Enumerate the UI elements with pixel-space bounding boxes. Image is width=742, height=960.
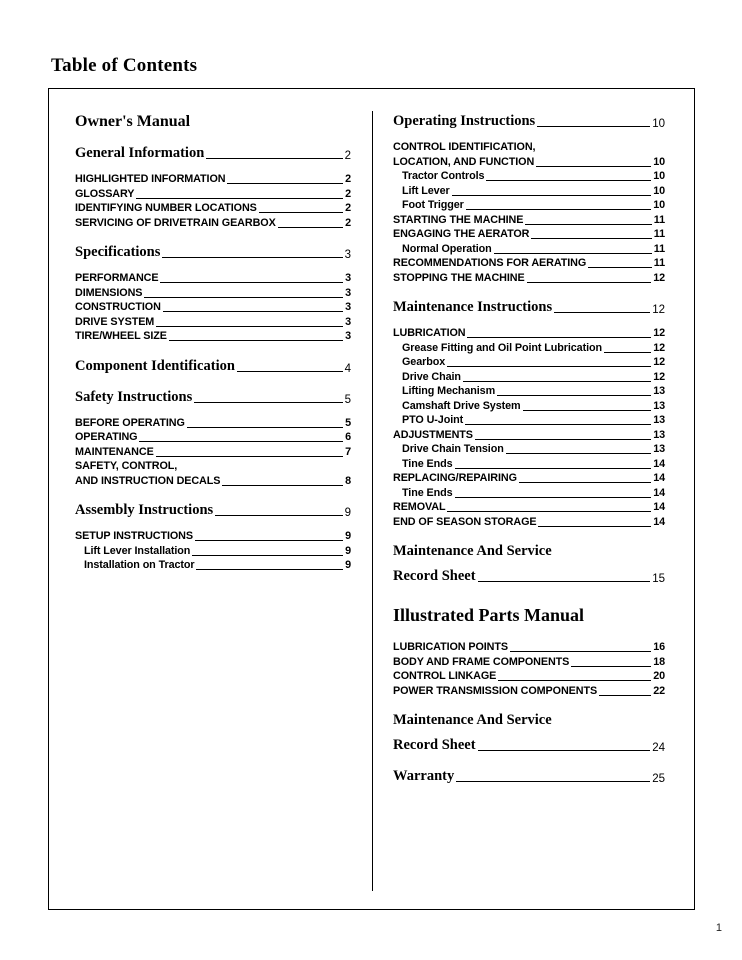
- toc-entry-label: Maintenance Instructions: [393, 299, 553, 315]
- toc-page-number: 3: [345, 286, 351, 299]
- toc-entry-item: [75, 459, 351, 488]
- toc-entry-label: RECOMMENDATIONS FOR AERATING: [393, 257, 587, 269]
- toc-page-number: 12: [653, 341, 665, 354]
- toc-page-number: 24: [652, 742, 665, 754]
- toc-page-number: 11: [653, 257, 665, 269]
- leader-line: [215, 515, 342, 516]
- toc-page-number: 5: [344, 393, 351, 406]
- toc-page-number: 11: [653, 242, 665, 255]
- leader-line: [478, 581, 651, 582]
- leader-line: [206, 158, 342, 159]
- toc-entry-item: [75, 416, 351, 431]
- leader-line: [467, 337, 651, 338]
- toc-page-number: 2: [345, 187, 351, 200]
- toc-border-box: [48, 88, 695, 910]
- leader-line: [475, 439, 651, 440]
- toc-entry-sub: [393, 169, 665, 184]
- leader-line: [531, 238, 651, 239]
- toc-entry-sub: [393, 184, 665, 199]
- leader-line: [169, 340, 343, 341]
- leader-line: [447, 366, 651, 367]
- leader-line: [227, 183, 343, 184]
- leader-line: [455, 468, 652, 469]
- toc-entry-item: [393, 655, 665, 670]
- leader-line: [192, 555, 343, 556]
- toc-entry-item: [393, 256, 665, 271]
- toc-entry-label: Tractor Controls: [402, 170, 485, 182]
- leader-line: [136, 198, 343, 199]
- leader-line: [494, 253, 652, 254]
- toc-entry-label: ADJUSTMENTS: [393, 428, 473, 441]
- toc-entry-section2: [393, 712, 665, 754]
- toc-entry-label: Lifting Mechanism: [402, 385, 496, 397]
- toc-entry-label: Operating Instructions: [393, 113, 536, 129]
- leader-line: [156, 326, 343, 327]
- leader-line: [465, 424, 651, 425]
- leader-line: [187, 427, 343, 428]
- leader-line: [599, 695, 651, 696]
- toc-entry-label: AND INSTRUCTION DECALS: [75, 474, 221, 487]
- toc-page-number: 3: [345, 330, 351, 342]
- leader-line: [519, 482, 651, 483]
- leader-line: [463, 381, 651, 382]
- leader-line: [278, 227, 343, 228]
- leader-line: [554, 312, 650, 313]
- toc-page-number: 5: [345, 416, 351, 429]
- leader-line: [160, 282, 343, 283]
- leader-line: [195, 540, 343, 541]
- toc-entry-item: [393, 213, 665, 228]
- toc-page-number: 2: [345, 202, 351, 214]
- toc-entry-item: [393, 684, 665, 699]
- toc-entry-label: Component Identification: [75, 357, 235, 374]
- toc-page-number: 14: [653, 501, 665, 513]
- toc-page-number: 15: [652, 573, 665, 585]
- leader-line: [604, 352, 651, 353]
- toc-entry-sub: [393, 355, 665, 370]
- toc-page-number: 12: [653, 271, 665, 284]
- toc-entry-item: [393, 471, 665, 486]
- leader-line: [571, 666, 651, 667]
- leader-line: [156, 456, 343, 457]
- toc-entry-sub: [393, 242, 665, 257]
- toc-page-number: 14: [653, 515, 665, 528]
- toc-entry-item: [75, 445, 351, 460]
- toc-entry-label: Tine Ends: [402, 457, 453, 470]
- toc-page-number: 12: [653, 327, 665, 339]
- toc-entry-label: General Information: [75, 145, 205, 161]
- leader-line: [144, 297, 343, 298]
- toc-entry-section: [75, 358, 351, 375]
- toc-entry-label: Lift Lever: [402, 184, 450, 197]
- toc-entry-item: [75, 187, 351, 202]
- toc-entry-label: Drive Chain Tension: [402, 443, 504, 455]
- toc-entry-label: BODY AND FRAME COMPONENTS: [393, 655, 570, 668]
- leader-line: [538, 526, 651, 527]
- toc-entry-item: [393, 227, 665, 242]
- toc-page-number: 3: [344, 249, 351, 261]
- toc-page-number: 11: [653, 228, 665, 240]
- toc-entry-section: [393, 113, 665, 130]
- leader-line: [510, 651, 651, 652]
- leader-line: [162, 257, 342, 258]
- leader-line: [527, 282, 652, 283]
- toc-entry-label: LUBRICATION: [393, 327, 466, 339]
- toc-entry-item: [393, 326, 665, 341]
- toc-entry-sub: [75, 544, 351, 559]
- toc-entry-label: END OF SEASON STORAGE: [393, 515, 537, 528]
- toc-page-number: 13: [653, 399, 665, 412]
- toc-page-number: 9: [344, 507, 351, 519]
- toc-page-number: 9: [345, 544, 351, 557]
- toc-page-number: 14: [653, 486, 665, 499]
- toc-entry-label: PERFORMANCE: [75, 272, 159, 284]
- toc-entry-label: BEFORE OPERATING: [75, 416, 185, 429]
- toc-entry-manual-title: [75, 113, 351, 131]
- toc-entry-section2: [393, 543, 665, 585]
- toc-entry-sub: [393, 370, 665, 385]
- toc-entry-item: [393, 140, 665, 169]
- toc-entry-label: Gearbox: [402, 356, 446, 368]
- page-title: Table of Contents: [51, 55, 198, 76]
- toc-entry-item: [75, 430, 351, 445]
- leader-line: [194, 402, 342, 403]
- toc-entry-label: STARTING THE MACHINE: [393, 213, 524, 226]
- toc-entry-label: POWER TRANSMISSION COMPONENTS: [393, 684, 598, 697]
- toc-entry-label: Record Sheet: [393, 568, 476, 584]
- toc-entry-item: [75, 529, 351, 544]
- toc-page-number: 10: [653, 184, 665, 197]
- leader-line: [536, 166, 651, 167]
- leader-line: [222, 485, 343, 486]
- toc-entry-label: OPERATING: [75, 431, 138, 443]
- toc-page-number: 7: [345, 445, 351, 458]
- leader-line: [486, 180, 651, 181]
- toc-entry-section: [75, 389, 351, 406]
- toc-entry-item: [75, 315, 351, 330]
- toc-entry-label: Illustrated Parts Manual: [393, 605, 584, 625]
- toc-entry-label: SETUP INSTRUCTIONS: [75, 530, 193, 542]
- toc-entry-sub: [393, 413, 665, 428]
- toc-entry-label: MAINTENANCE: [75, 445, 154, 458]
- toc-page-number: 11: [653, 213, 665, 226]
- leader-line: [478, 750, 651, 751]
- toc-entry-manual-title: [393, 605, 665, 626]
- leader-line: [588, 267, 652, 268]
- toc-page-number: 6: [345, 431, 351, 443]
- toc-entry-section: [393, 299, 665, 316]
- toc-entry-label: CONTROL LINKAGE: [393, 670, 497, 682]
- toc-entry-label: Record Sheet: [393, 737, 476, 753]
- toc-page-number: 2: [344, 150, 351, 162]
- toc-entry-item: [393, 428, 665, 443]
- toc-entry-label: Tine Ends: [402, 486, 453, 499]
- toc-entry-section: [75, 244, 351, 261]
- toc-page-number: 14: [653, 472, 665, 484]
- toc-page-number: 12: [652, 304, 665, 316]
- toc-page-number: 10: [652, 118, 665, 130]
- toc-entry-sub: [393, 198, 665, 213]
- toc-entry-sub: [393, 399, 665, 414]
- toc-entry-item: [75, 172, 351, 187]
- toc-entry-section: [75, 145, 351, 162]
- toc-entry-item: [75, 216, 351, 231]
- leader-line: [523, 410, 652, 411]
- toc-page-number: 4: [344, 362, 351, 375]
- toc-page-number: 22: [653, 684, 665, 697]
- toc-page-number: 10: [653, 155, 665, 168]
- leader-line: [506, 453, 651, 454]
- toc-entry-label: Foot Trigger: [402, 199, 464, 211]
- leader-line: [196, 569, 343, 570]
- toc-entry-label: TIRE/WHEEL SIZE: [75, 330, 167, 342]
- toc-page-number: 18: [653, 655, 665, 668]
- leader-line: [447, 511, 651, 512]
- toc-page-number: 2: [345, 216, 351, 229]
- toc-entry-label: Safety Instructions: [75, 388, 193, 405]
- toc-entry-sub: [393, 486, 665, 501]
- leader-line: [537, 126, 650, 127]
- toc-entry-item: [393, 640, 665, 655]
- toc-entry-label: Grease Fitting and Oil Point Lubrication: [402, 341, 602, 354]
- toc-entry-label: GLOSSARY: [75, 187, 135, 200]
- toc-entry-label: Specifications: [75, 244, 161, 260]
- toc-entry-label: LUBRICATION POINTS: [393, 641, 508, 653]
- toc-entry-label: REMOVAL: [393, 501, 446, 513]
- toc-entry-section: [75, 502, 351, 519]
- leader-line: [498, 680, 651, 681]
- column-divider: [372, 111, 373, 891]
- toc-entry-label: Owner's Manual: [75, 113, 191, 130]
- toc-page-number: 13: [653, 428, 665, 441]
- toc-entry-section: [393, 768, 665, 785]
- toc-entry-label: LOCATION, AND FUNCTION: [393, 155, 535, 168]
- leader-line: [497, 395, 651, 396]
- toc-entry-line: CONTROL IDENTIFICATION,: [393, 141, 536, 153]
- toc-entry-label: Normal Operation: [402, 242, 492, 255]
- leader-line: [525, 224, 651, 225]
- toc-entry-line: Maintenance And Service: [393, 712, 552, 728]
- toc-entry-label: DRIVE SYSTEM: [75, 315, 155, 328]
- toc-entry-label: PTO U-Joint: [402, 414, 464, 426]
- leader-line: [237, 371, 343, 372]
- toc-entry-item: [75, 271, 351, 286]
- toc-entry-item: [75, 329, 351, 344]
- toc-page-number: 3: [345, 301, 351, 313]
- toc-page-number: 8: [345, 474, 351, 487]
- toc-entry-line: Maintenance And Service: [393, 543, 552, 559]
- toc-page-number: 12: [653, 356, 665, 368]
- toc-entry-sub: [393, 341, 665, 356]
- toc-entry-label: IDENTIFYING NUMBER LOCATIONS: [75, 202, 257, 214]
- leader-line: [455, 497, 652, 498]
- toc-entry-sub: [393, 442, 665, 457]
- toc-entry-item: [393, 515, 665, 530]
- toc-page-number: 20: [653, 670, 665, 682]
- toc-page-number: 13: [653, 414, 665, 426]
- page-number: 1: [715, 922, 722, 934]
- leader-line: [456, 781, 650, 782]
- toc-entry-sub: [75, 558, 351, 573]
- leader-line: [139, 441, 343, 442]
- toc-page-number: 16: [653, 641, 665, 653]
- toc-page-number: 10: [653, 199, 665, 211]
- toc-page-number: 13: [653, 385, 665, 397]
- toc-entry-item: [75, 201, 351, 216]
- toc-entry-label: CONSTRUCTION: [75, 301, 161, 313]
- toc-entry-sub: [393, 384, 665, 399]
- toc-entry-sub: [393, 457, 665, 472]
- toc-page-number: 2: [345, 173, 351, 185]
- toc-page-number: 3: [345, 315, 351, 328]
- toc-page-number: 9: [345, 559, 351, 571]
- toc-entry-label: Drive Chain: [402, 370, 461, 383]
- toc-entry-item: [75, 300, 351, 315]
- toc-page-number: 9: [345, 530, 351, 542]
- toc-entry-label: Installation on Tractor: [84, 559, 195, 571]
- toc-right-column: [393, 113, 665, 795]
- toc-page-number: 25: [652, 773, 665, 785]
- toc-entry-label: ENGAGING THE AERATOR: [393, 228, 530, 240]
- toc-entry-label: DIMENSIONS: [75, 286, 143, 299]
- toc-entry-item: [393, 669, 665, 684]
- toc-entry-label: Camshaft Drive System: [402, 399, 521, 412]
- leader-line: [163, 311, 343, 312]
- toc-entry-label: REPLACING/REPAIRING: [393, 472, 517, 484]
- toc-page-number: 10: [653, 170, 665, 182]
- toc-entry-label: Lift Lever Installation: [84, 544, 191, 557]
- toc-entry-label: Warranty: [393, 768, 455, 784]
- toc-entry-item: [393, 500, 665, 515]
- toc-entry-label: SERVICING OF DRIVETRAIN GEARBOX: [75, 216, 276, 229]
- toc-page-number: 3: [345, 272, 351, 284]
- toc-page-number: 13: [653, 443, 665, 455]
- toc-entry-item: [393, 271, 665, 286]
- toc-entry-label: STOPPING THE MACHINE: [393, 271, 525, 284]
- toc-page-number: 14: [653, 457, 665, 470]
- leader-line: [452, 195, 652, 196]
- toc-entry-label: HIGHLIGHTED INFORMATION: [75, 173, 226, 185]
- leader-line: [466, 209, 651, 210]
- toc-left-column: [75, 113, 351, 573]
- toc-entry-line: SAFETY, CONTROL,: [75, 460, 178, 472]
- leader-line: [259, 212, 343, 213]
- toc-entry-label: Assembly Instructions: [75, 502, 214, 518]
- toc-entry-item: [75, 286, 351, 301]
- toc-page-number: 12: [653, 370, 665, 383]
